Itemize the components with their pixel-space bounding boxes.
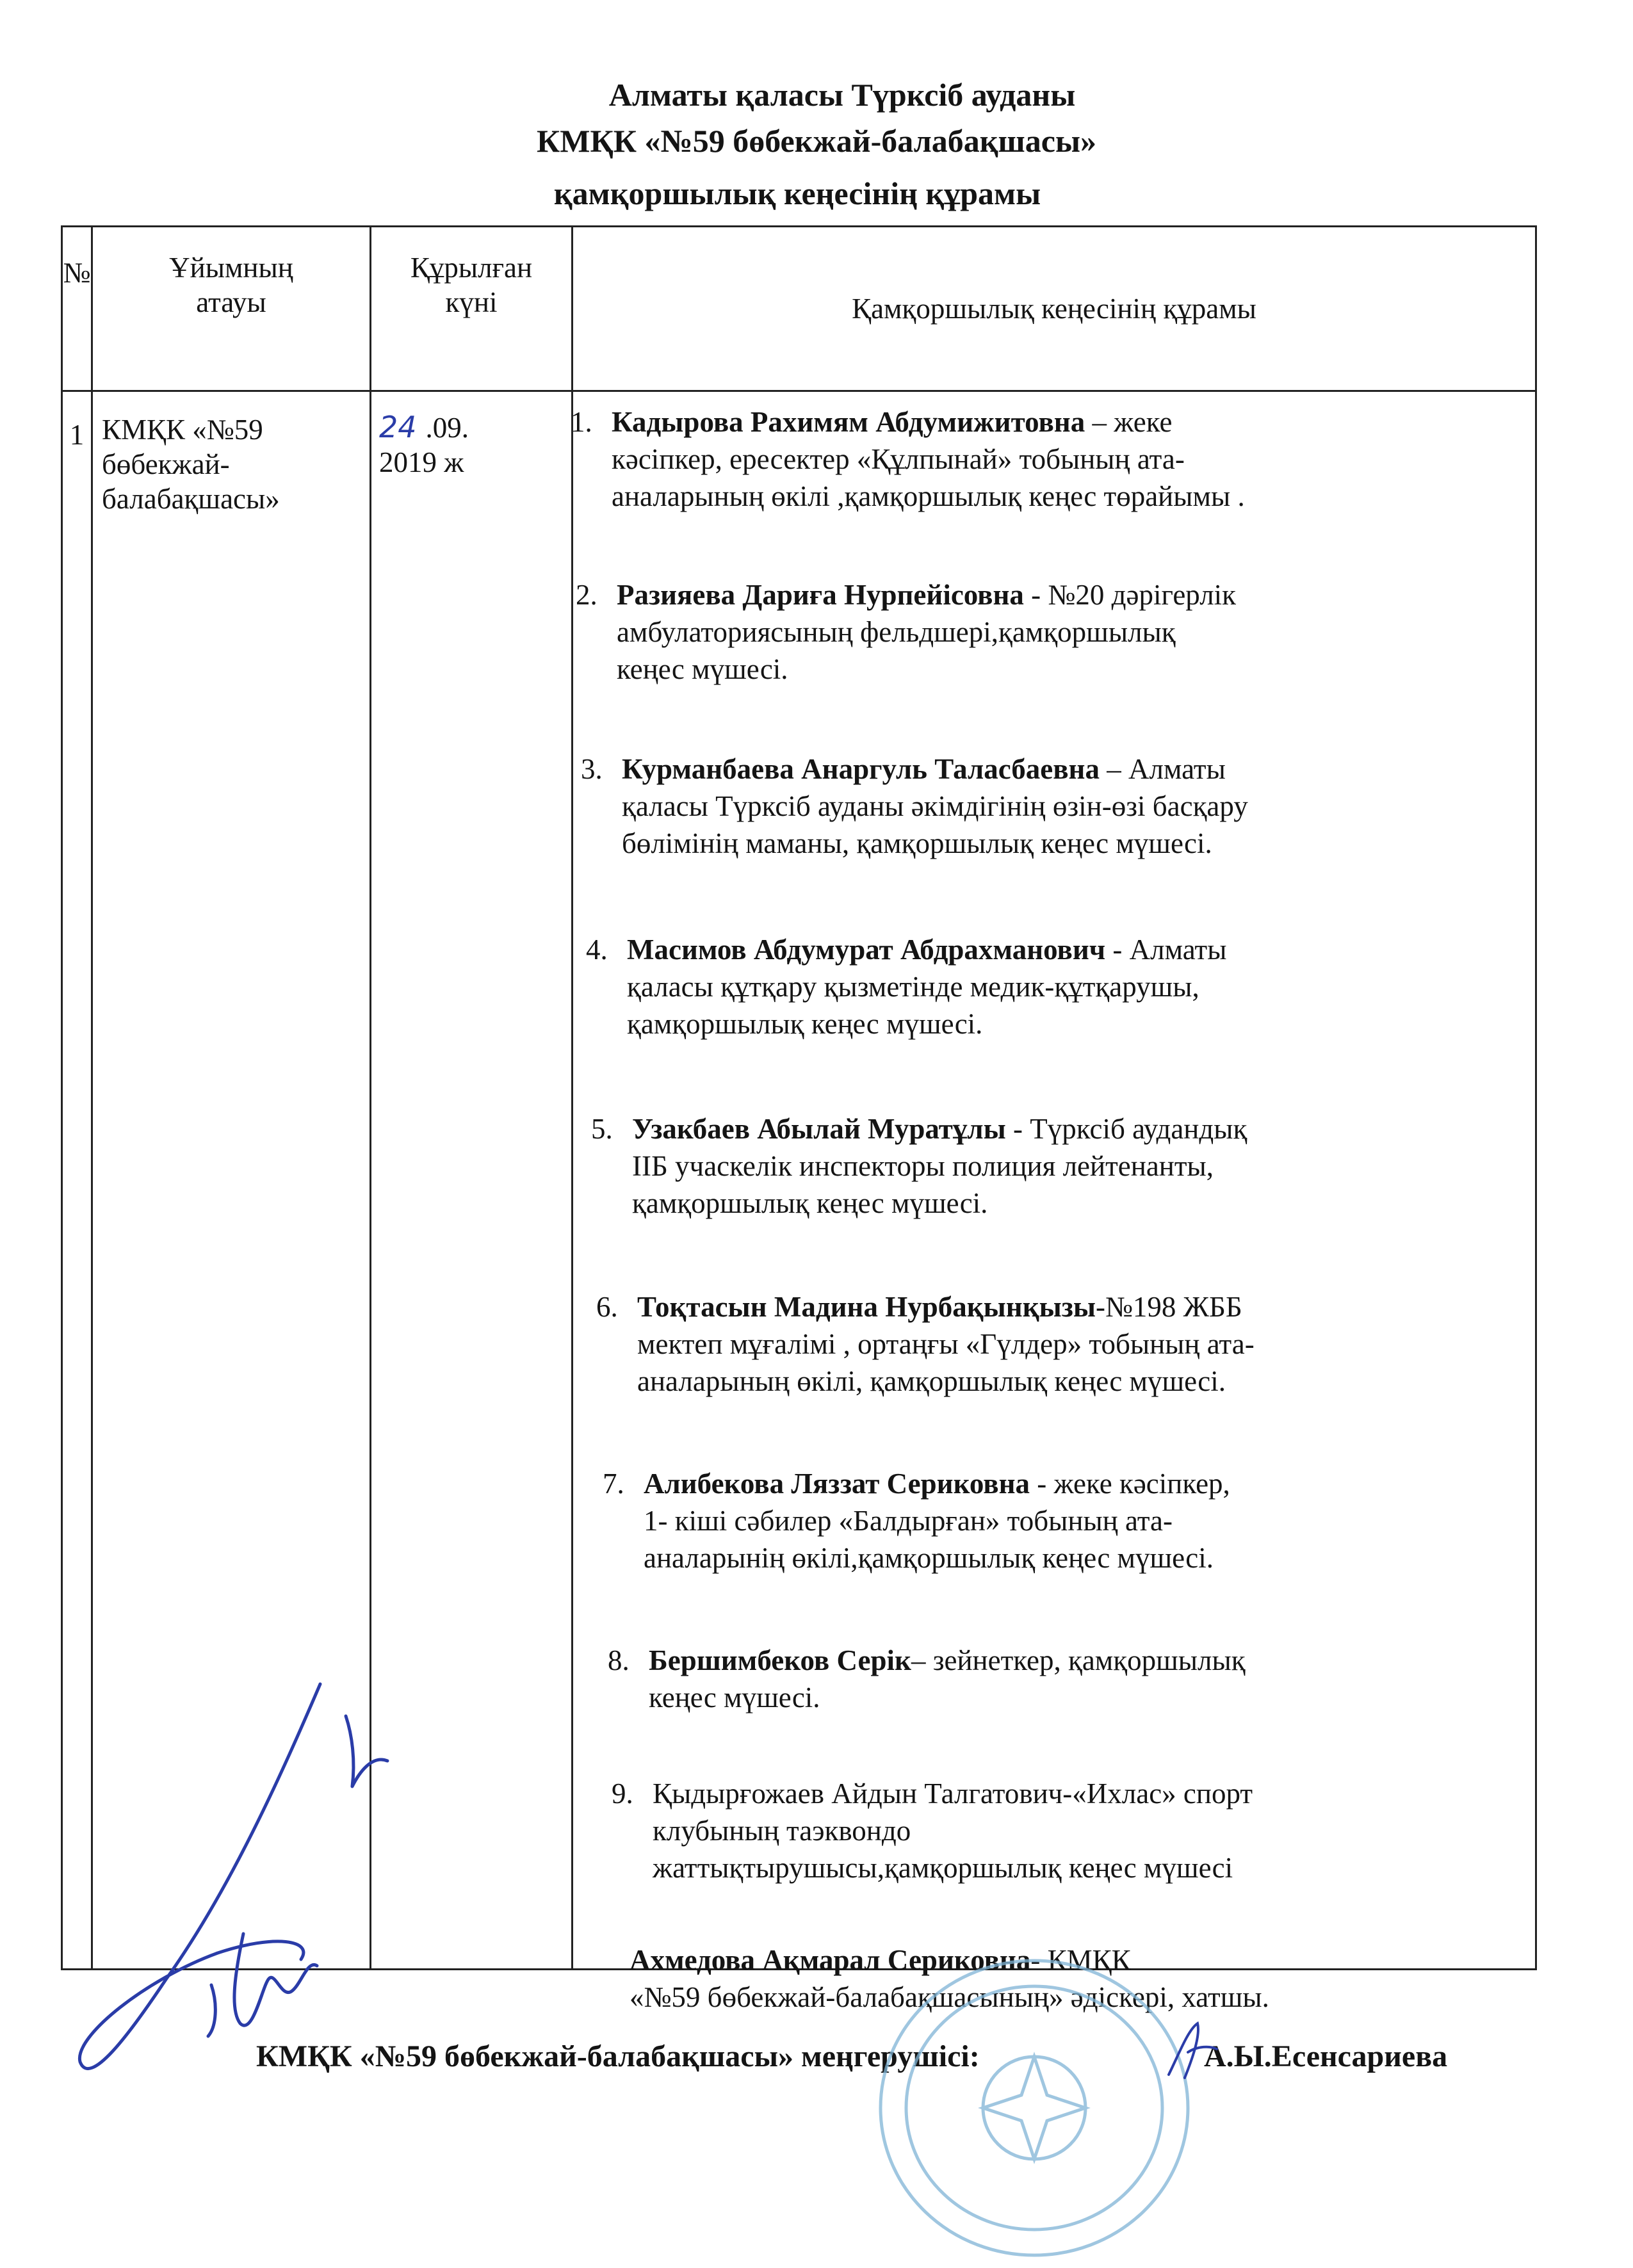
organization-line-3: балабақшасы» [102,483,280,515]
member-role-line-2: ІІБ учаскелік инспекторы полиция лейтенанты, [632,1150,1214,1182]
member-role-line-1: – Алматы [1099,753,1226,785]
list-item [591,1110,1247,1222]
member-name: Тоқтасын Мадина Нурбақынқызы [637,1291,1096,1323]
header-organization [92,227,371,391]
date-line-2: 2019 ж [379,446,464,478]
list-item [608,1642,1246,1716]
member-role-line-3: бөлімінің маманы, қамқоршылық кеңес мүшесі. [622,827,1212,859]
secretary-name: Ахмедова Ақмарал Сериковна [630,1944,1031,1976]
head-name: А.Ы.Есенсариева [1204,2039,1448,2073]
member-role-line-3: аналарының өкілі, қамқоршылық кеңес мүшесі. [637,1365,1226,1397]
member-role-line-2: мектеп мұғалімі , ортаңғы «Гүлдер» тобының ата- [637,1328,1255,1360]
official-stamp [868,1948,1201,2268]
member-number: 9. [612,1778,633,1810]
member-role-line-1: - №20 дәрігерлік [1023,579,1237,611]
member-role-line-2: 1- кіші сәбилер «Балдырған» тобының ата- [644,1505,1173,1537]
member-role-line-3: кеңес мүшесі. [617,653,788,685]
organization-line-1: КМҚК «№59 [102,414,263,446]
member-role-line-2: қаласы Түрксіб ауданы әкімдігінің өзін-өзі басқару [622,790,1248,822]
header-number: № [62,227,92,391]
member-number: 5. [591,1113,613,1145]
header-line-2: КМҚК «№59 бөбекжай-балабақшасы» [537,123,1096,159]
header-line-3: қамқоршылық кеңесінің құрамы [553,175,1041,211]
header-line-1: Алматы қаласы Түрксіб ауданы [608,77,1076,113]
member-number: 4. [586,934,608,966]
header-organization-line-1: Ұйымның [169,252,293,284]
list-item [571,403,1245,515]
row-number: 1 [62,391,92,1970]
member-number: 2. [576,579,597,611]
member-role-line-1: - жеке кәсіпкер, [1030,1468,1230,1500]
member-role-line-3: жаттықтырушысы,қамқоршылық кеңес мүшесі [653,1852,1233,1884]
date-line-1: .09. [425,412,469,444]
member-name: Алибекова Ляззат Сериковна [644,1468,1030,1500]
member-role-line-1: Қыдырғожаев Айдын Талгатович-«Ихлас» спорт [653,1778,1253,1810]
member-role-line-2: кеңес мүшесі. [649,1681,820,1713]
member-role-line-2: клубының таэквондо [653,1815,911,1847]
member-number: 8. [608,1644,630,1676]
member-role-line-1: -№198 ЖББ [1096,1291,1242,1323]
table-header-row [62,227,1536,391]
list-item [581,750,1248,862]
member-name: Бершимбеков Серік [649,1644,911,1676]
header-date-line-1: Құрылған [410,252,533,284]
member-role-line-2: амбулаториясының фельдшері,қамқоршылық [617,616,1176,648]
member-role-line-3: аналарының өкілі ,қамқоршылық кеңес төрайымы . [612,480,1245,512]
member-role-line-3: аналарынің өкілі,қамқоршылық кеңес мүшесі. [644,1542,1214,1574]
member-role-line-3: қамқоршылық кеңес мүшесі. [627,1008,983,1040]
member-role-line-3: қамқоршылық кеңес мүшесі. [632,1187,988,1219]
member-role-line-1: – зейнеткер, қамқоршылық [911,1644,1246,1676]
list-item [576,576,1237,688]
member-name: Узакбаев Абылай Муратұлы [632,1113,1006,1145]
member-role-line-2: кәсіпкер, ересектер «Құлпынай» тобының ата- [612,443,1185,475]
header-composition: Қамқоршылық кеңесінің құрамы [573,227,1536,391]
member-number: 6. [596,1291,618,1323]
secretary-role-line-2: «№59 бөбекжай-балабақшасының» әдіскері, хатшы. [630,1981,1269,2013]
header-date [371,227,573,391]
list-item [612,1775,1253,1886]
member-name: Кадырова Рахимям Абдумижитовна [612,406,1085,438]
member-number: 3. [581,753,603,785]
handwritten-day: 24 [379,410,417,444]
member-name: Масимов Абдумурат Абдрахманович [627,934,1106,966]
member-role-line-1: – жеке [1085,406,1173,438]
member-name: Курманбаева Анаргуль Таласбаевна [622,753,1100,785]
head-signature [1162,2017,1220,2087]
member-role-line-1: - Алматы [1105,934,1227,966]
header-organization-line-2: атауы [196,286,266,318]
list-item [586,931,1227,1042]
composition-cell [571,391,1536,2013]
secretary-role-line-1: - КМҚК [1030,1944,1131,1976]
list-item [596,1288,1255,1400]
member-role-line-2: қаласы құтқару қызметінде медик-құтқарушы, [627,971,1199,1003]
list-item [603,1465,1230,1576]
footer-title: КМҚК «№59 бөбекжай-балабақшасы» меңгерушісі: [256,2039,980,2073]
member-number: 7. [603,1468,624,1500]
header-date-line-2: күні [445,286,498,318]
member-name: Разияева Дариға Нурпейісовна [617,579,1024,611]
member-role-line-1: - Түрксіб аудандық [1005,1113,1247,1145]
member-number: 1. [571,406,592,438]
organization-line-2: бөбекжай- [102,448,230,480]
